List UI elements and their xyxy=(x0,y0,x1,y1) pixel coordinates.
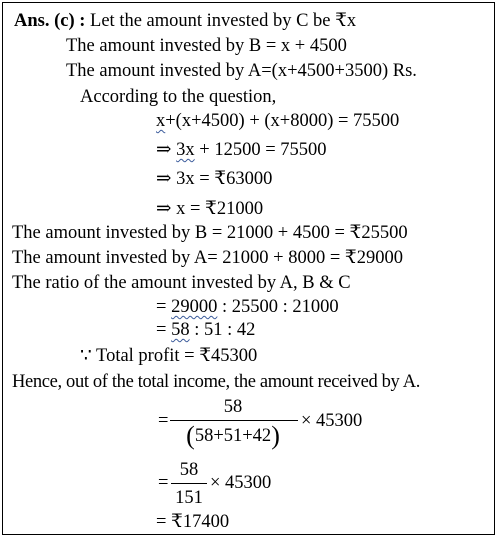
equation-x: x xyxy=(156,111,166,131)
fraction-2-denominator: 151 xyxy=(175,488,203,508)
ratio-eq-2: = xyxy=(156,320,172,340)
fraction-2-bar xyxy=(171,483,207,484)
fraction-1-right-paren: ) xyxy=(271,421,280,450)
step-line-2: ⇒ 3x = ₹63000 xyxy=(156,169,273,189)
fraction-2-equals: = xyxy=(158,473,169,493)
ratio-line-2 xyxy=(156,319,255,341)
fraction-2-numerator: 58 xyxy=(179,460,199,480)
step-line-1 xyxy=(156,139,327,161)
ratio-eq-1: = xyxy=(156,297,172,317)
fraction-1-denominator-sum: 58+51+42 xyxy=(194,426,272,446)
step-rest: + 12500 = 75500 xyxy=(194,140,327,160)
ratio-first-2: 58 xyxy=(171,320,190,340)
answer-label: Ans. (c) : xyxy=(14,11,86,31)
fraction-1-left-paren: ( xyxy=(186,421,195,450)
fraction-2-multiplier: × 45300 xyxy=(210,473,272,493)
equation-line xyxy=(156,110,399,132)
answer-text: Let the amount invested by C be ₹x xyxy=(85,11,357,31)
amount-a-expression: The amount invested by A=(x+4500+3500) Rs. xyxy=(66,61,417,81)
ratio-first-1: 29000 xyxy=(171,297,218,317)
according-text: According to the question, xyxy=(80,87,277,107)
ratio-line-1 xyxy=(156,296,339,318)
fraction-1-numerator: 58 xyxy=(223,397,243,417)
total-profit-line: ∵ Total profit = ₹45300 xyxy=(80,346,258,366)
equation-rest: +(x+4500) + (x+8000) = 75500 xyxy=(165,111,400,131)
fraction-1-denominator xyxy=(168,421,298,450)
amount-b-result: The amount invested by B = 21000 + 4500 = ₹25500 xyxy=(12,223,408,243)
answer-line xyxy=(14,10,356,32)
step-3x: 3x xyxy=(176,140,195,160)
final-answer: = ₹17400 xyxy=(156,512,230,532)
fraction-1-multiplier: × 45300 xyxy=(301,411,363,431)
ratio-rest-2: : 51 : 42 xyxy=(189,320,256,340)
ratio-heading: The ratio of the amount invested by A, B & C xyxy=(12,273,351,293)
hence-line: Hence, out of the total income, the amount received by A. xyxy=(12,372,420,392)
implies-arrow: ⇒ xyxy=(156,140,172,160)
ratio-rest-1: : 25500 : 21000 xyxy=(217,297,339,317)
fraction-1-equals: = xyxy=(158,411,169,431)
amount-a-result: The amount invested by A= 21000 + 8000 = ₹29000 xyxy=(12,248,403,268)
amount-b-expression: The amount invested by B = x + 4500 xyxy=(66,36,347,56)
step-line-3: ⇒ x = ₹21000 xyxy=(156,199,264,219)
